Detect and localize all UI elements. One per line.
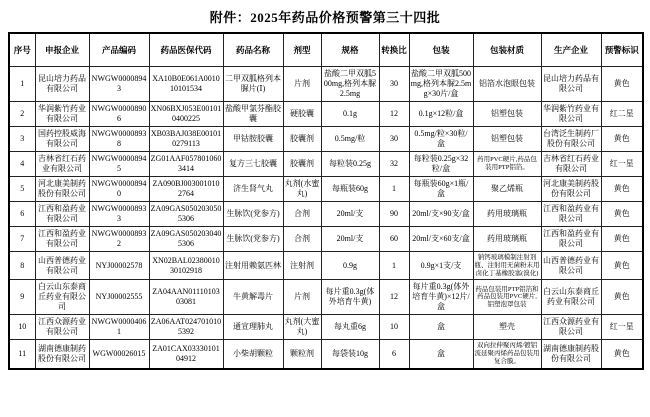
cell-warning: 黄色 xyxy=(601,340,643,369)
cell-dosage-form: 片剂 xyxy=(283,67,321,102)
cell-package: 盒 xyxy=(409,315,473,340)
table-row xyxy=(9,227,643,252)
col-header-ratio: 转换比 xyxy=(379,33,409,67)
cell-applicant: 白云山东泰商丘药业有限公司 xyxy=(35,280,89,315)
cell-insurance-code: XN06BXJ053E001010400225 xyxy=(149,102,223,127)
col-header-manufacturer: 生产企业 xyxy=(541,33,601,67)
table-row xyxy=(9,202,643,227)
cell-dosage-form: 胶囊剂 xyxy=(283,152,321,177)
cell-ratio: 32 xyxy=(379,152,409,177)
cell-package: 0.5mg/粒×30粒/盒 xyxy=(409,127,473,152)
col-header-applicant: 申报企业 xyxy=(35,33,89,67)
cell-product-code: NWGW00008940 xyxy=(89,177,149,202)
table-body xyxy=(9,67,643,369)
cell-warning: 黄色 xyxy=(601,252,643,280)
cell-product-code: NWGW00008938 xyxy=(89,127,149,152)
table-row xyxy=(9,340,643,369)
cell-applicant: 吉林省红石药业有限公司 xyxy=(35,152,89,177)
cell-drug-name: 通宣理肺丸 xyxy=(223,315,283,340)
cell-ratio: 12 xyxy=(379,102,409,127)
cell-drug-name: 生脉饮(党参方) xyxy=(223,227,283,252)
cell-spec: 每片重0.3g(体外培育牛黄) xyxy=(321,280,379,315)
cell-material: 聚乙烯瓶 xyxy=(473,177,541,202)
cell-warning: 黄色 xyxy=(601,280,643,315)
cell-index: 3 xyxy=(9,127,35,152)
cell-manufacturer: 江西和盈药业有限公司 xyxy=(541,202,601,227)
cell-material: 铝塑包装 xyxy=(473,102,541,127)
cell-product-code: NWGW00008906 xyxy=(89,102,149,127)
cell-insurance-code: ZA09GAS0502030405306 xyxy=(149,227,223,252)
cell-insurance-code: XB03BAJ038E001010279113 xyxy=(149,127,223,152)
cell-spec: 每瓶装60g xyxy=(321,177,379,202)
cell-product-code: NYJ00002578 xyxy=(89,252,149,280)
cell-ratio: 10 xyxy=(379,315,409,340)
cell-manufacturer: 江西众源药业有限公司 xyxy=(541,315,601,340)
cell-product-code: NWGW00004061 xyxy=(89,315,149,340)
header-row xyxy=(9,33,643,67)
cell-ratio: 30 xyxy=(379,127,409,152)
cell-product-code: NWGW00008932 xyxy=(89,227,149,252)
col-header-insurance-code: 药品医保代码 xyxy=(149,33,223,67)
cell-drug-name: 牛黄解毒片 xyxy=(223,280,283,315)
col-header-spec: 规格 xyxy=(321,33,379,67)
cell-warning: 黄色 xyxy=(601,177,643,202)
cell-warning: 黄色 xyxy=(601,127,643,152)
cell-package: 盒 xyxy=(409,340,473,369)
cell-material: 药用玻璃瓶 xyxy=(473,227,541,252)
cell-ratio: 12 xyxy=(379,280,409,315)
table-row xyxy=(9,177,643,202)
cell-manufacturer: 白云山东泰商丘药业有限公司 xyxy=(541,280,601,315)
cell-ratio: 90 xyxy=(379,202,409,227)
cell-dosage-form: 片剂 xyxy=(283,280,321,315)
cell-insurance-code: XN02BAL0238001030102918 xyxy=(149,252,223,280)
cell-ratio: 1 xyxy=(379,177,409,202)
cell-spec: 0.5mg/粒 xyxy=(321,127,379,152)
cell-applicant: 河北康美制药股份有限公司 xyxy=(35,177,89,202)
cell-drug-name: 注射用赖氨匹林 xyxy=(223,252,283,280)
cell-spec: 20ml/支 xyxy=(321,202,379,227)
cell-package: 每瓶装60g×1瓶/盒 xyxy=(409,177,473,202)
cell-dosage-form: 丸剂(水蜜丸) xyxy=(283,177,321,202)
col-header-dosage-form: 剂型 xyxy=(283,33,321,67)
cell-warning: 红一星 xyxy=(601,152,643,177)
cell-index: 5 xyxy=(9,177,35,202)
cell-material: 铝塑包装 xyxy=(473,127,541,152)
cell-material: 塑壳 xyxy=(473,315,541,340)
cell-dosage-form: 丸剂(大蜜丸) xyxy=(283,315,321,340)
cell-package: 20ml/支×90支/盒 xyxy=(409,202,473,227)
table-row xyxy=(9,152,643,177)
table-row xyxy=(9,127,643,152)
cell-product-code: NWGW00008943 xyxy=(89,67,149,102)
table-header xyxy=(9,33,643,67)
cell-product-code: NWGW00008945 xyxy=(89,152,149,177)
cell-insurance-code: ZG01AAF0578010603414 xyxy=(149,152,223,177)
cell-dosage-form: 合剂 xyxy=(283,202,321,227)
drug-price-warning-table xyxy=(8,32,644,370)
cell-index: 9 xyxy=(9,280,35,315)
cell-product-code: NYJ00002555 xyxy=(89,280,149,315)
cell-applicant: 昆山培力药品有限公司 xyxy=(35,67,89,102)
cell-package: 20ml/支×60支/盒 xyxy=(409,227,473,252)
cell-applicant: 华润紫竹药业有限公司 xyxy=(35,102,89,127)
cell-insurance-code: XA10B0E061A001010101534 xyxy=(149,67,223,102)
cell-drug-name: 二甲双胍格列本脲片(Ⅰ) xyxy=(223,67,283,102)
cell-warning: 黄色 xyxy=(601,67,643,102)
cell-applicant: 国药控股威海有限公司 xyxy=(35,127,89,152)
cell-dosage-form: 硬胶囊 xyxy=(283,102,321,127)
col-header-package: 包装 xyxy=(409,33,473,67)
page-title: 附件：2025年药品价格预警第三十四批 xyxy=(209,10,441,25)
cell-insurance-code: ZA06AAT0247010105392 xyxy=(149,315,223,340)
cell-manufacturer: 台湾泛生制药厂股份有限公司 xyxy=(541,127,601,152)
table-row xyxy=(9,280,643,315)
cell-index: 1 xyxy=(9,67,35,102)
cell-applicant: 山西普德药业有限公司 xyxy=(35,252,89,280)
cell-index: 4 xyxy=(9,152,35,177)
cell-drug-name: 小柴胡颗粒 xyxy=(223,340,283,369)
col-header-warning: 预警标识 xyxy=(601,33,643,67)
cell-spec: 0.1g xyxy=(321,102,379,127)
cell-manufacturer: 山西普德药业有限公司 xyxy=(541,252,601,280)
cell-dosage-form: 注射剂 xyxy=(283,252,321,280)
col-header-index: 序号 xyxy=(9,33,35,67)
table-row xyxy=(9,102,643,127)
cell-dosage-form: 胶囊剂 xyxy=(283,127,321,152)
cell-spec: 每粒装0.25g xyxy=(321,152,379,177)
cell-manufacturer: 湖南德康制药股份有限公司 xyxy=(541,340,601,369)
cell-ratio: 60 xyxy=(379,227,409,252)
cell-manufacturer: 吉林省红石药业有限公司 xyxy=(541,152,601,177)
cell-warning: 红一星 xyxy=(601,315,643,340)
cell-index: 7 xyxy=(9,227,35,252)
cell-warning: 黄色 xyxy=(601,227,643,252)
cell-applicant: 江西众源药业有限公司 xyxy=(35,315,89,340)
cell-warning: 红二星 xyxy=(601,102,643,127)
cell-insurance-code: ZA090BJ0030010102764 xyxy=(149,177,223,202)
cell-spec: 盐酸二甲双胍500mg,格列本脲2.5mg xyxy=(321,67,379,102)
col-header-material: 包装材质 xyxy=(473,33,541,67)
cell-index: 6 xyxy=(9,202,35,227)
table-row xyxy=(9,252,643,280)
cell-material: 双向拉伸聚丙烯/镀铝流延聚丙烯药品包装用复合膜。 xyxy=(473,340,541,369)
cell-material: 钠钙玻璃模制注射剂瓶、注射用无菌粉末用卤化丁基橡胶塞(溴化) xyxy=(473,252,541,280)
cell-product-code: NWGW00008933 xyxy=(89,202,149,227)
cell-package: 每片重0.3g(体外培育牛黄)×12片/盒 xyxy=(409,280,473,315)
cell-applicant: 江西和盈药业有限公司 xyxy=(35,227,89,252)
cell-spec: 0.9g xyxy=(321,252,379,280)
cell-drug-name: 甲钴胺胶囊 xyxy=(223,127,283,152)
cell-drug-name: 济生肾气丸 xyxy=(223,177,283,202)
cell-spec: 每丸重6g xyxy=(321,315,379,340)
cell-package: 每粒装0.25g×32粒/盒 xyxy=(409,152,473,177)
cell-manufacturer: 昆山培力药品有限公司 xyxy=(541,67,601,102)
cell-index: 8 xyxy=(9,252,35,280)
cell-dosage-form: 合剂 xyxy=(283,227,321,252)
cell-ratio: 6 xyxy=(379,340,409,369)
cell-drug-name: 盐酸甲氯芬酯胶囊 xyxy=(223,102,283,127)
cell-dosage-form: 颗粒剂 xyxy=(283,340,321,369)
cell-spec: 20ml/支 xyxy=(321,227,379,252)
col-header-product-code: 产品编码 xyxy=(89,33,149,67)
cell-package: 盐酸二甲双胍500mg,格列本脲2.5mg×30片/盒 xyxy=(409,67,473,102)
cell-insurance-code: ZA04AAN0111010303081 xyxy=(149,280,223,315)
cell-insurance-code: ZA09GAS0502030505306 xyxy=(149,202,223,227)
cell-package: 0.1g×12粒/盒 xyxy=(409,102,473,127)
cell-manufacturer: 华润紫竹药业有限公司 xyxy=(541,102,601,127)
cell-index: 11 xyxy=(9,340,35,369)
cell-index: 2 xyxy=(9,102,35,127)
cell-insurance-code: ZA01CAX0333010104912 xyxy=(149,340,223,369)
cell-material: 药品包装用PTP铝箔和药品包装用PVC硬片,铝塑泡罩包装 xyxy=(473,280,541,315)
cell-material: 药用玻璃瓶 xyxy=(473,202,541,227)
cell-manufacturer: 河北康美制药股份有限公司 xyxy=(541,177,601,202)
table-row xyxy=(9,315,643,340)
cell-drug-name: 生脉饮(党参方) xyxy=(223,202,283,227)
cell-applicant: 江西和盈药业有限公司 xyxy=(35,202,89,227)
table-row xyxy=(9,67,643,102)
cell-warning: 黄色 xyxy=(601,202,643,227)
cell-ratio: 1 xyxy=(379,252,409,280)
cell-material: 药用PVC硬片,药品包装用PTP铝箔。 xyxy=(473,152,541,177)
cell-applicant: 湖南德康制药股份有限公司 xyxy=(35,340,89,369)
cell-package: 0.9g×1支/支 xyxy=(409,252,473,280)
col-header-drug-name: 药品名称 xyxy=(223,33,283,67)
cell-manufacturer: 江西和盈药业有限公司 xyxy=(541,227,601,252)
cell-spec: 每袋装10g xyxy=(321,340,379,369)
cell-drug-name: 复方三七胶囊 xyxy=(223,152,283,177)
cell-material: 铝箔水泡眼包装 xyxy=(473,67,541,102)
cell-ratio: 30 xyxy=(379,67,409,102)
cell-product-code: WGW00026015 xyxy=(89,340,149,369)
cell-index: 10 xyxy=(9,315,35,340)
